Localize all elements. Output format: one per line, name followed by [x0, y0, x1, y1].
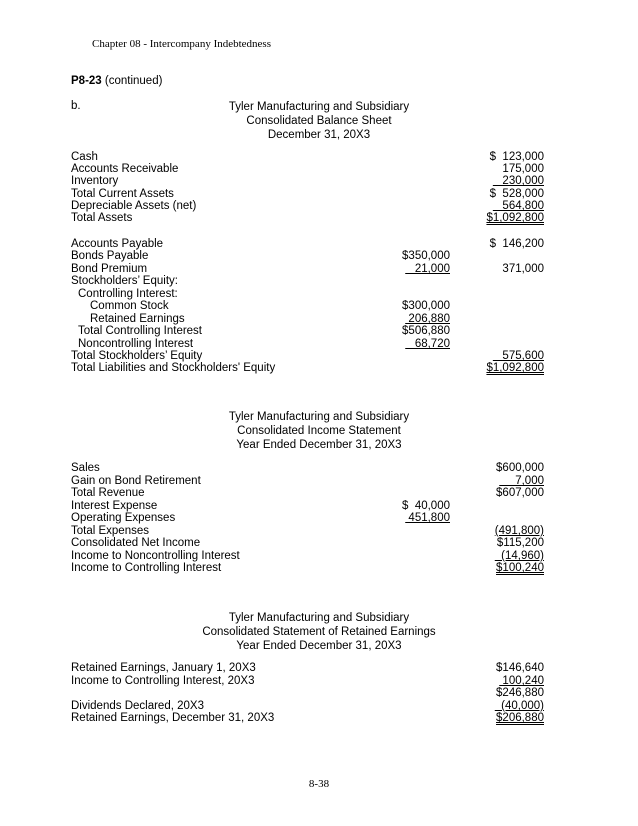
row-mid-value: $506,880 — [402, 325, 450, 337]
row-label: Retained Earnings — [90, 313, 185, 325]
row-label: Accounts Payable — [71, 238, 164, 250]
row-right-value: (491,800) — [494, 525, 544, 537]
problem-number: P8-23 — [71, 75, 102, 87]
table-row — [0, 175, 638, 188]
retained-earnings-title — [0, 611, 638, 653]
row-right-value: 175,000 — [502, 163, 544, 175]
row-right-value: $1,092,800 — [486, 362, 544, 374]
retained-earnings-title-line: Year Ended December 31, 20X3 — [236, 640, 402, 652]
row-label: Total Revenue — [71, 487, 145, 499]
row-mid-value: 206,880 — [405, 313, 450, 325]
row-right-value: 230,000 — [492, 175, 544, 187]
row-right-value: $100,240 — [496, 562, 544, 574]
row-label: Consolidated Net Income — [71, 537, 201, 549]
row-label: Dividends Declared, 20X3 — [71, 700, 204, 712]
table-row — [0, 325, 638, 338]
row-label: Common Stock — [90, 300, 169, 312]
problem-note: (continued) — [104, 75, 163, 87]
row-right-value: $600,000 — [496, 462, 544, 474]
row-right-value: (40,000) — [494, 700, 544, 712]
row-right-value: (14,960) — [494, 550, 544, 562]
table-row — [0, 537, 638, 550]
table-row — [0, 362, 638, 375]
row-label: Sales — [71, 462, 100, 474]
table-row — [0, 212, 638, 225]
row-right-value: $206,880 — [496, 712, 544, 724]
row-label: Inventory — [71, 175, 119, 187]
income-statement-title-line: Consolidated Income Statement — [237, 425, 401, 437]
table-row — [0, 300, 638, 313]
row-mid-value: $ 40,000 — [402, 500, 450, 512]
table-row — [0, 250, 638, 263]
row-label: Stockholders’ Equity: — [71, 275, 178, 287]
row-right-value: $ 123,000 — [489, 151, 544, 163]
row-label: Income to Noncontrolling Interest — [71, 550, 240, 562]
row-mid-value: $350,000 — [402, 250, 450, 262]
table-row — [0, 562, 638, 575]
row-label: Interest Expense — [71, 500, 158, 512]
chapter-header: Chapter 08 - Intercompany Indebtedness — [92, 38, 271, 50]
table-row — [0, 462, 638, 475]
row-label: Total Controlling Interest — [78, 325, 203, 337]
row-label: Total Expenses — [71, 525, 149, 537]
row-label: Total Liabilities and Stockholders' Equity — [71, 362, 276, 374]
retained-earnings-title-line: Tyler Manufacturing and Subsidiary — [228, 612, 410, 624]
income-statement-title-line: Tyler Manufacturing and Subsidiary — [228, 411, 410, 423]
row-label: Controlling Interest: — [78, 288, 178, 300]
row-label: Noncontrolling Interest — [78, 338, 194, 350]
row-mid-value: 451,800 — [405, 512, 450, 524]
balance-sheet-title — [0, 100, 638, 142]
row-right-value: $ 146,200 — [489, 238, 544, 250]
row-right-value: $607,000 — [496, 487, 544, 499]
row-label: Operating Expenses — [71, 512, 176, 524]
row-right-value: 371,000 — [502, 263, 544, 275]
table-row — [0, 512, 638, 525]
table-row — [0, 275, 638, 288]
row-label: Retained Earnings, December 31, 20X3 — [71, 712, 275, 724]
income-statement-title — [0, 410, 638, 452]
row-label: Income to Controlling Interest — [71, 562, 222, 574]
row-right-value: $146,640 — [496, 662, 544, 674]
problem-heading — [71, 75, 162, 87]
row-label: Total Current Assets — [71, 188, 174, 200]
row-label: Cash — [71, 151, 98, 163]
row-mid-value: 68,720 — [405, 338, 450, 350]
row-label: Bond Premium — [71, 263, 148, 275]
part-label: b. — [71, 100, 81, 112]
row-right-value: 7,000 — [499, 475, 544, 487]
row-mid-value: 21,000 — [405, 263, 450, 275]
row-label: Accounts Receivable — [71, 163, 179, 175]
balance-sheet-title-line: Tyler Manufacturing and Subsidiary — [228, 101, 410, 113]
table-row — [0, 712, 638, 725]
row-label: Retained Earnings, January 1, 20X3 — [71, 662, 256, 674]
table-row — [0, 662, 638, 675]
row-mid-value: $300,000 — [402, 300, 450, 312]
retained-earnings-title-line: Consolidated Statement of Retained Earnings — [202, 626, 436, 638]
row-right-value: $115,200 — [496, 537, 544, 549]
row-label: Total Assets — [71, 212, 133, 224]
balance-sheet-title-line: Consolidated Balance Sheet — [246, 115, 392, 127]
table-row — [0, 487, 638, 500]
row-right-value: $ 528,000 — [489, 188, 544, 200]
row-label: Bonds Payable — [71, 250, 149, 262]
row-right-value: 564,800 — [492, 200, 544, 212]
balance-sheet-title-line: December 31, 20X3 — [267, 129, 371, 141]
row-right-value: 575,600 — [492, 350, 544, 362]
row-right-value: 100,240 — [499, 675, 544, 687]
income-statement-title-line: Year Ended December 31, 20X3 — [236, 439, 402, 451]
row-label: Income to Controlling Interest, 20X3 — [71, 675, 255, 687]
row-label: Depreciable Assets (net) — [71, 200, 197, 212]
page-number: 8-38 — [308, 778, 330, 790]
row-right-value: $1,092,800 — [486, 212, 544, 224]
row-label: Total Stockholders’ Equity — [71, 350, 203, 362]
table-row — [0, 687, 638, 700]
row-right-value: $246,880 — [496, 687, 544, 699]
row-label: Gain on Bond Retirement — [71, 475, 201, 487]
